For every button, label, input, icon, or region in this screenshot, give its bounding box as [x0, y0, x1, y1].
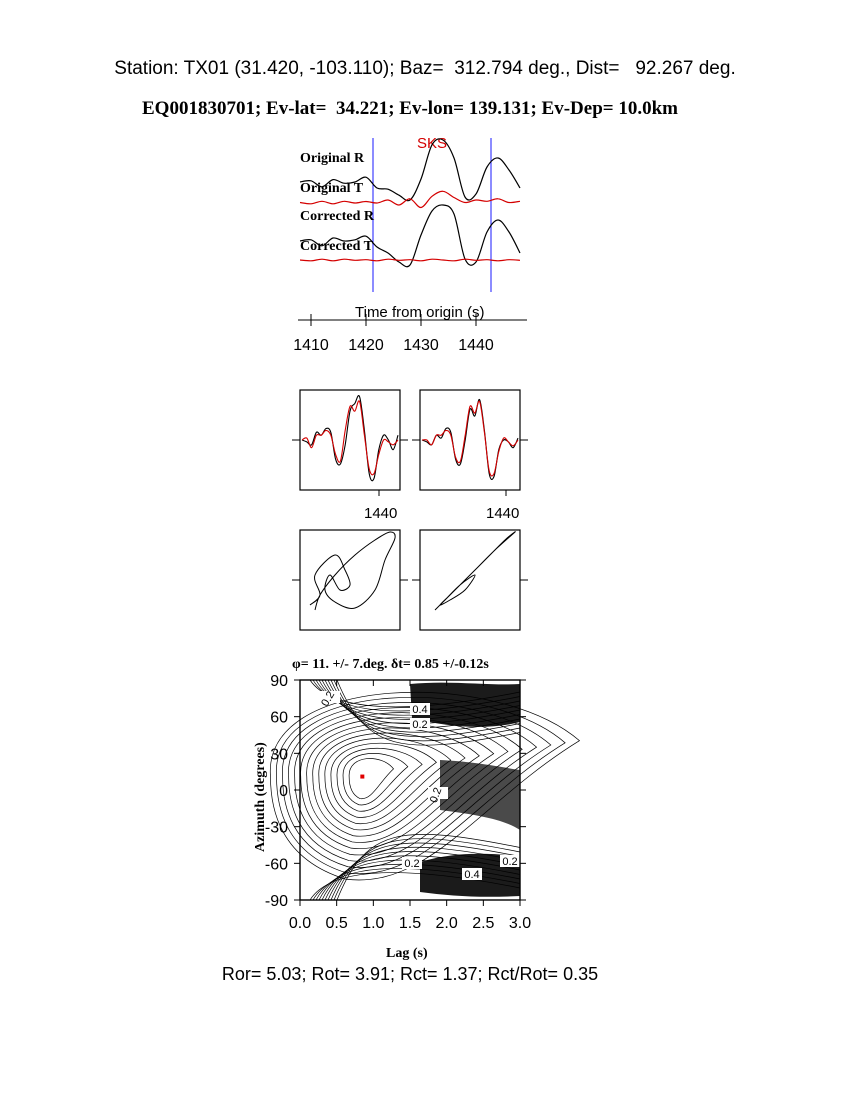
- trace-label-original-t: Original T: [300, 181, 364, 196]
- time-axis-tick-label: 1430: [403, 337, 439, 354]
- particle-motion-path: [310, 532, 395, 610]
- waveform-fit-trace-slow: [422, 401, 518, 476]
- contour-label: 0.2: [412, 719, 428, 731]
- energy-grid-ylabel: Azimuth (degrees): [253, 742, 268, 852]
- waveform-fit-panel-right: [412, 390, 528, 522]
- energy-grid-xtick-label: 2.0: [435, 915, 458, 932]
- energy-grid-xtick-label: 1.5: [398, 915, 422, 932]
- energy-grid-xtick-label: 0.5: [325, 915, 348, 932]
- waveform-fit-tick-left: 1440: [364, 505, 398, 522]
- time-axis-tick-label: 1420: [348, 337, 384, 354]
- energy-grid-ytick-label: 30: [270, 746, 288, 764]
- time-axis-label: Time from origin (s): [355, 304, 485, 321]
- time-axis-tick-label: 1440: [458, 337, 494, 354]
- contour-label: 0.2: [319, 689, 338, 709]
- energy-contour: [325, 738, 451, 824]
- particle-motion-path: [435, 532, 515, 610]
- seismogram-trace-4: [300, 259, 520, 261]
- waveform-fit-tick-right: 1440: [486, 505, 520, 522]
- energy-grid-xtick-label: 1.0: [362, 915, 385, 932]
- trace-label-corrected-t: Corrected T: [300, 239, 373, 254]
- time-axis-tick-label: 1410: [293, 337, 329, 354]
- energy-grid-ytick-label: 0: [279, 783, 288, 800]
- energy-grid-ytick-label: -60: [264, 856, 288, 874]
- energy-grid-ytick-label: -30: [264, 819, 288, 837]
- energy-grid-title: φ= 11. +/- 7.deg. δt= 0.85 +/-0.12s: [292, 657, 489, 672]
- waveform-fit-trace-fast: [422, 399, 518, 479]
- station-title: Station: TX01 (31.420, -103.110); Baz= 312.794 deg., Dist= 92.267 deg.: [114, 58, 736, 79]
- phase-label: SKS: [417, 135, 448, 152]
- contour-label: 0.4: [464, 869, 480, 881]
- particle-motion-frame-right: [420, 530, 520, 630]
- energy-grid-xtick-label: 0.0: [288, 915, 312, 932]
- particle-motion-panel-right: [412, 530, 528, 630]
- contour-label: 0.2: [404, 858, 420, 870]
- contour-label: 0.2: [502, 856, 518, 868]
- energy-grid-xlabel: Lag (s): [386, 946, 428, 961]
- energy-grid-ytick-label: -90: [264, 893, 288, 910]
- waveform-fit-panel-left: [292, 390, 408, 522]
- energy-grid-xtick-label: 3.0: [508, 915, 532, 932]
- energy-grid-ytick-label: 90: [270, 673, 288, 690]
- seismogram-panel: [293, 135, 527, 354]
- trace-label-original-r: Original R: [300, 151, 365, 166]
- energy-grid-xtick-label: 2.5: [472, 915, 495, 932]
- splitting-ratios: Ror= 5.03; Rot= 3.91; Rct= 1.37; Rct/Rot= 0.35: [221, 964, 599, 984]
- contour-label: 0.4: [412, 704, 428, 716]
- best-fit-marker: [360, 775, 364, 779]
- energy-contour: [349, 758, 393, 798]
- particle-motion-panel-left: [292, 530, 408, 630]
- energy-contour: [337, 748, 422, 811]
- contour-label: 0.2: [427, 786, 445, 805]
- energy-grid-ytick-label: 60: [270, 709, 288, 727]
- energy-grid-panel: [253, 657, 579, 961]
- waveform-fit-trace-fast: [302, 396, 398, 481]
- trace-label-corrected-r: Corrected R: [300, 209, 374, 224]
- event-title: EQ001830701; Ev-lat= 34.221; Ev-lon= 139.131; Ev-Dep= 10.0km: [142, 98, 678, 119]
